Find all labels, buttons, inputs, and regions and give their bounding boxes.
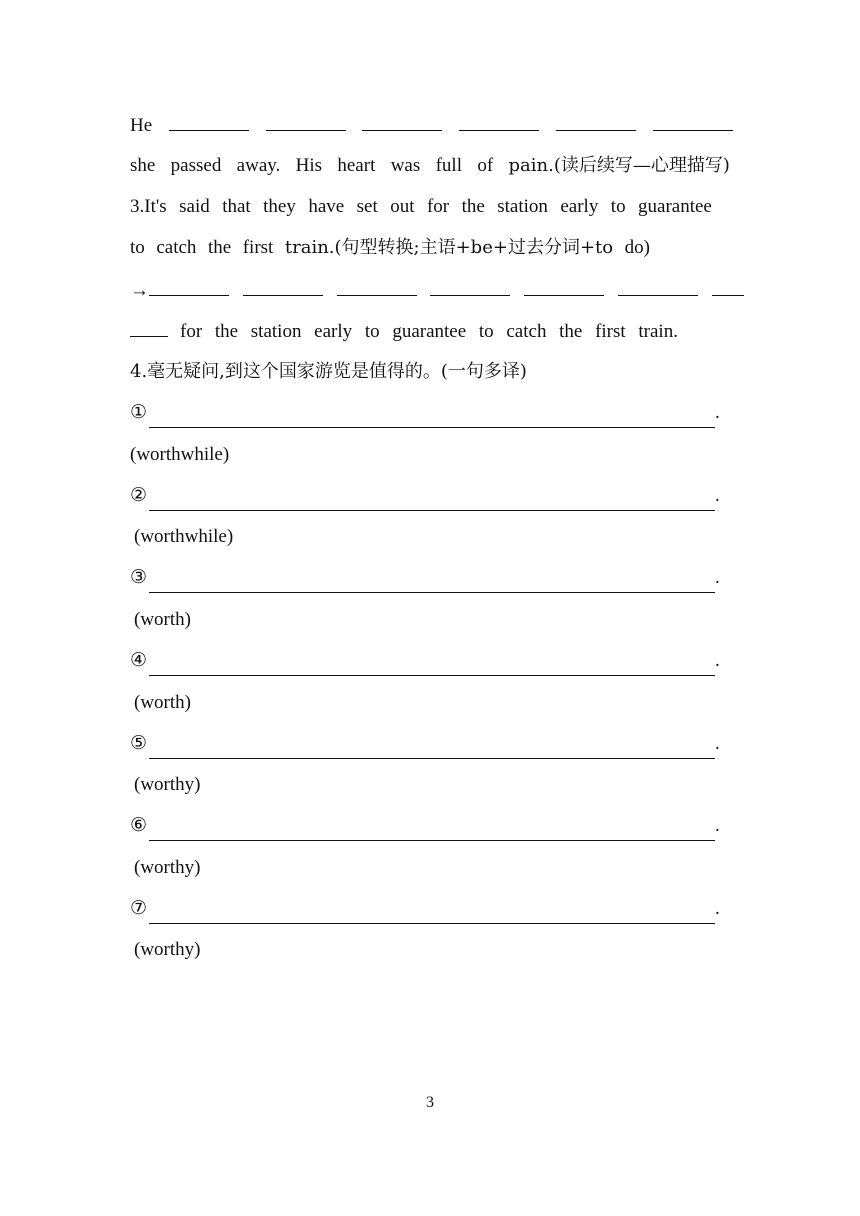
item-number: ⑤ [130,733,148,754]
word: set [356,196,378,217]
answer-blank[interactable] [653,110,733,131]
sentence-line-1 [130,110,730,140]
answer-blank[interactable] [149,275,229,296]
word: the [461,196,485,217]
period: . [715,567,720,588]
answer-blank[interactable] [430,275,510,296]
period: . [715,650,720,671]
answer-line[interactable] [149,488,715,511]
answer-blank[interactable] [524,275,604,296]
hint-text: (worthy) [134,857,201,878]
item-number: ⑦ [130,898,148,919]
hint-text: (worthwhile) [134,526,234,547]
answer-blank[interactable] [556,110,636,131]
word: she [130,155,156,176]
word: passed [170,155,222,176]
translation-line-7 [130,894,730,924]
word: pain.(读后续写—心理描写) [508,155,730,176]
word: train. [638,321,678,342]
word: early [560,196,599,217]
sentence-line-4 [130,233,650,263]
word: to [478,321,494,342]
word: train.(句型转换;主语+be+过去分词+to [284,237,614,258]
word: have [308,196,345,217]
answer-blank[interactable] [712,275,744,296]
word: catch [506,321,547,342]
answer-blank[interactable] [337,275,417,296]
word: to [364,321,380,342]
answer-line[interactable] [149,736,715,759]
word: 3.It's [130,196,167,217]
word: for [180,321,203,342]
hint-text: (worth) [134,692,191,713]
word: out [390,196,415,217]
translation-line-5 [130,729,730,759]
word: the [214,321,239,342]
item-number: ④ [130,650,148,671]
hint-text: (worthwhile) [130,444,230,465]
word: early [314,321,353,342]
answer-line[interactable] [149,570,715,593]
question-4-title: 4.毫无疑问,到这个国家游览是值得的。(一句多译) [130,361,527,382]
hint-text: (worthy) [134,939,201,960]
word: do) [624,237,650,258]
answer-line[interactable] [149,901,715,924]
word: catch [156,237,197,258]
word: station [497,196,548,217]
answer-blank[interactable] [243,275,323,296]
word: guarantee [392,321,467,342]
word: to [610,196,626,217]
word: first [595,321,626,342]
answer-blank[interactable] [169,110,249,131]
period: . [715,733,720,754]
word-he: He [130,115,153,136]
word: that [222,196,251,217]
item-number: ③ [130,567,148,588]
translation-line-3 [130,563,730,593]
rewrite-line [130,275,730,305]
answer-blank[interactable] [362,110,442,131]
word: guarantee [638,196,712,217]
period: . [715,815,720,836]
answer-line[interactable] [149,405,715,428]
translation-line-1 [130,398,730,428]
answer-blank[interactable] [618,275,698,296]
hint-text: (worthy) [134,774,201,795]
answer-blank[interactable] [130,316,168,337]
word: they [263,196,296,217]
sentence-line-3 [130,192,712,222]
word: the [207,237,232,258]
sentence-line-6 [130,316,678,346]
period: . [715,485,720,506]
word: full [435,155,462,176]
period: . [715,898,720,919]
word: said [179,196,210,217]
hint-text: (worth) [134,609,191,630]
word: heart [337,155,376,176]
word: to [130,237,145,258]
word: away. [236,155,281,176]
page-number: 3 [426,1094,434,1111]
answer-blank[interactable] [266,110,346,131]
translation-line-2 [130,481,730,511]
translation-line-6 [130,811,730,841]
answer-line[interactable] [149,653,715,676]
sentence-line-2 [130,151,730,181]
translation-line-4 [130,646,730,676]
word: was [390,155,421,176]
answer-blank[interactable] [459,110,539,131]
word: of [477,155,494,176]
answer-line[interactable] [149,818,715,841]
item-number: ⑥ [130,815,148,836]
word: the [559,321,583,342]
sentence-tail [180,317,678,347]
item-number: ① [130,402,148,423]
word: for [426,196,450,217]
word: station [250,321,302,342]
item-number: ② [130,485,148,506]
period: . [715,402,720,423]
word: first [242,237,274,258]
arrow-icon: → [130,280,149,301]
word: His [295,155,323,176]
